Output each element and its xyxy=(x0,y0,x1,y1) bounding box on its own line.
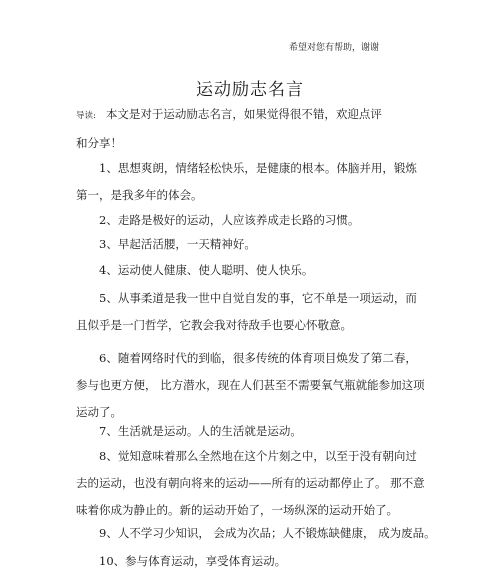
lead-paragraph xyxy=(76,101,436,157)
list-item-6 xyxy=(76,345,436,426)
list-item-4 xyxy=(76,257,436,284)
item-line: 6、随着网络时代的到临，很多传统的体育项目焕发了第二春， xyxy=(99,351,417,365)
header-note: 希望对您有帮助，谢谢 xyxy=(288,43,379,53)
item-line: 5、从事柔道是我一世中自觉自发的事，它不单是一项运动，而 xyxy=(99,291,417,305)
item-line: 运动了。 xyxy=(76,405,122,419)
list-item-3 xyxy=(76,231,436,258)
item-line: 10、参与体育运动，享受体育运动。 xyxy=(99,554,287,568)
list-item-1 xyxy=(76,155,436,209)
list-item-9 xyxy=(76,520,436,547)
item-line: 1、思想爽朗，情绪轻松快乐，是健康的根本。体脑并用，锻炼 xyxy=(99,161,417,175)
item-line: 去的运动，也没有朝向将来的运动——所有的运动都停止了。 那不意 xyxy=(76,476,425,490)
item-line: 8、觉知意味着那么全然地在这个片刻之中，以至于没有朝向过 xyxy=(99,449,417,463)
item-line: 4、运动使人健康、使人聪明、使人快乐。 xyxy=(99,263,314,277)
list-item-10 xyxy=(76,548,436,575)
item-line: 2、走路是极好的运动，人应该养成走长路的习惯。 xyxy=(99,213,360,227)
lead-line-2: 和分享！ xyxy=(76,136,122,150)
item-line: 味着你成为静止的。新的运动开始了，一场纵深的运动开始了。 xyxy=(76,503,398,517)
list-item-2 xyxy=(76,207,436,234)
item-line: 3、早起活活腰，一天精神好。 xyxy=(99,237,256,251)
item-line: 第一，是我多年的体会。 xyxy=(76,188,203,202)
lead-label: 导读: xyxy=(76,111,96,121)
item-line: 9、人不学习少知识， 会成为次品；人不锻炼缺健康， 成为废品。 xyxy=(99,526,436,540)
item-line: 7、生活就是运动。人的生活就是运动。 xyxy=(99,424,302,438)
item-line: 且似乎是一门哲学，它教会我对待敌手也要心怀敬意。 xyxy=(76,318,352,332)
list-item-8 xyxy=(76,443,436,524)
item-line: 参与也更方便， 比方潜水，现在人们甚至不需要氧气瓶就能参加这项 xyxy=(76,378,425,392)
list-item-7 xyxy=(76,418,436,445)
lead-line-1: 本文是对于运动励志名言，如果觉得很不错，欢迎点评 xyxy=(105,107,382,121)
list-item-5 xyxy=(76,285,436,339)
document-title: 运动励志名言 xyxy=(196,80,304,100)
